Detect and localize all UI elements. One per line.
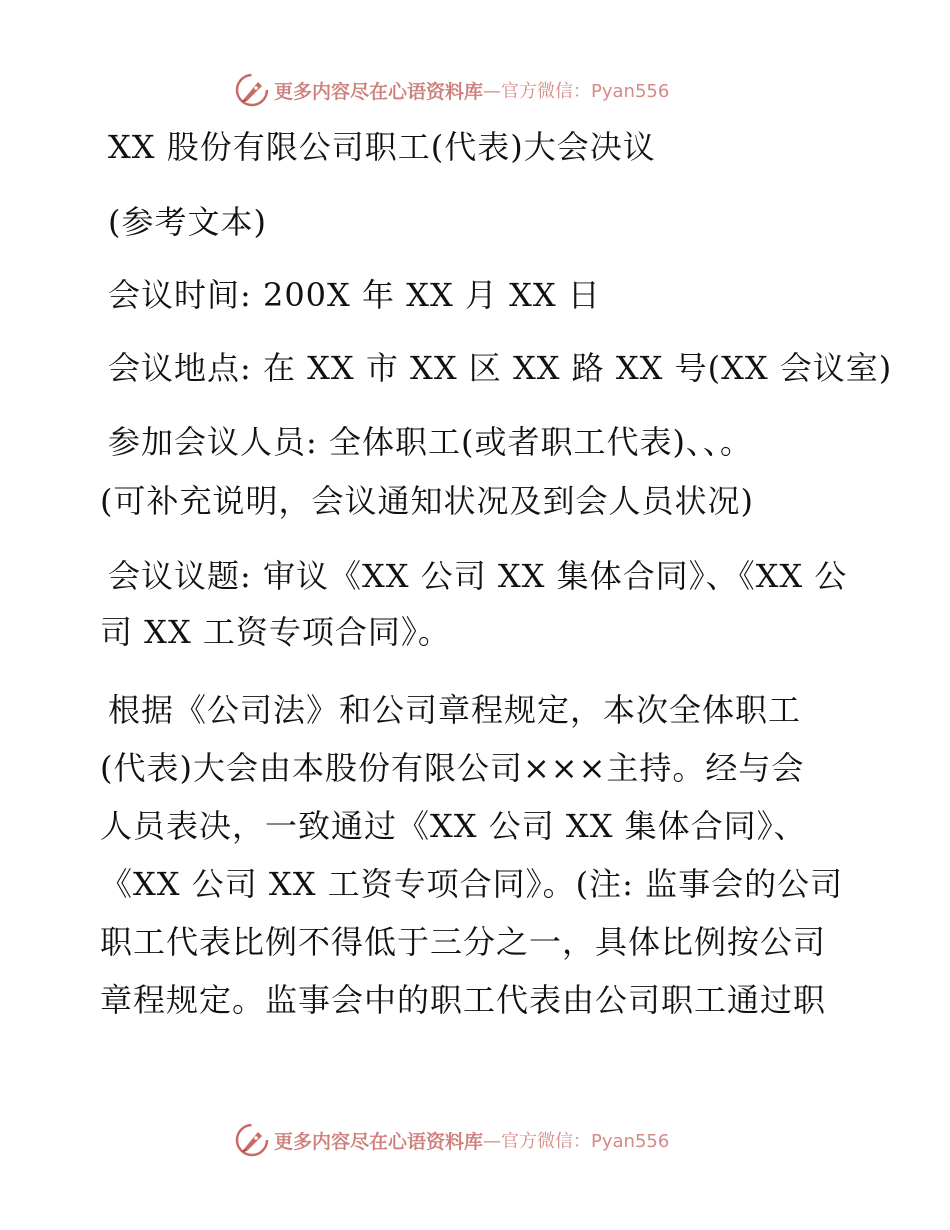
body-paragraph-line: 根据《公司法》和公司章程规定，本次全体职工 [108, 691, 802, 729]
topic-line-2: 司 XX 工资专项合同》。 [100, 613, 451, 651]
body-paragraph-line: (代表)大会由本股份有限公司×××主持。经与会 [100, 749, 805, 787]
watermark-brand-text: 更多内容尽在心语资料库 [274, 80, 484, 103]
watermark-official-text: —官方微信：Pyan556 [483, 1131, 670, 1152]
pen-nib-logo-icon [234, 1122, 270, 1158]
header-watermark [234, 70, 734, 110]
meeting-place: 会议地点: 在 XX 市 XX 区 XX 路 XX 号(XX 会议室) [108, 349, 893, 387]
body-paragraph-line: 《XX 公司 XX 工资专项合同》。(注: 监事会的公司 [100, 865, 844, 903]
attendees-line-1: 参加会议人员: 全体职工(或者职工代表)、、。 [108, 423, 753, 461]
meeting-time: 会议时间: 200X 年 XX 月 XX 日 [108, 276, 601, 314]
watermark-brand-text: 更多内容尽在心语资料库 [274, 1130, 484, 1153]
attendees-line-2: (可补充说明，会议通知状况及到会人员状况) [100, 482, 754, 520]
footer-watermark [234, 1120, 734, 1160]
body-paragraph-line: 章程规定。监事会中的职工代表由公司职工通过职 [100, 981, 827, 1019]
body-paragraph-line: 职工代表比例不得低于三分之一，具体比例按公司 [100, 923, 827, 961]
pen-nib-logo-icon [234, 72, 270, 108]
body-paragraph-line: 人员表决，一致通过《XX 公司 XX 集体合同》、 [100, 807, 807, 845]
watermark-official-text: —官方微信：Pyan556 [483, 81, 670, 102]
document-subtitle: (参考文本) [108, 203, 267, 241]
document-title: XX 股份有限公司职工(代表)大会决议 [108, 128, 656, 166]
topic-line-1: 会议议题: 审议《XX 公司 XX 集体合同》、《XX 公 [108, 557, 848, 595]
